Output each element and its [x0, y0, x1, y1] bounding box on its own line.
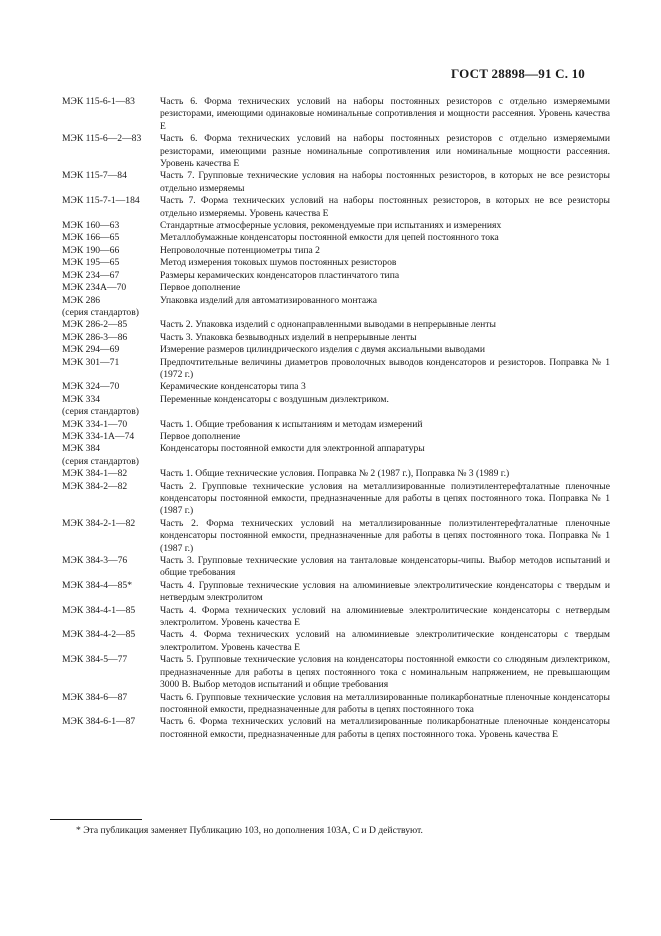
standard-code: МЭК 384-5—77: [62, 654, 128, 666]
standard-title: Непроволочные потенциометры типа 2: [160, 244, 320, 256]
standard-code: МЭК 384-6—87: [62, 691, 128, 703]
reference-row: [62, 232, 610, 244]
standard-title: Часть 4. Форма технических условий на алюминиевые электролитические конденсаторы с нетвердым электролитом. Уровень качества Е: [160, 604, 610, 629]
reference-row: [62, 344, 610, 356]
reference-row: [62, 282, 610, 294]
reference-row: [62, 332, 610, 344]
standard-code: МЭК 286-3—86: [62, 331, 128, 343]
standard-title: Часть 5. Групповые технические условия на конденсаторы постоянной емкости со слюдяным диэлектриком, предназначенные для работы в цепях постоянного тока с номинальным напряжением, не превышающим 3000 В. Выбор методов испытаний и общие требования: [160, 654, 610, 691]
standard-code: МЭК 195—65: [62, 257, 120, 269]
standard-code: МЭК 166—65: [62, 232, 120, 244]
standard-title: Метод измерения токовых шумов постоянных резисторов: [160, 257, 397, 269]
reference-row: [62, 481, 610, 518]
reference-row: [62, 555, 610, 580]
standard-code: МЭК 384-3—76: [62, 555, 128, 567]
reference-row: [62, 431, 610, 443]
standard-title: Часть 2. Упаковка изделий с однонаправленными выводами в непрерывные ленты: [160, 319, 496, 331]
standard-code: МЭК 384-4-2—85: [62, 629, 136, 641]
standard-title: Измерение размеров цилиндрического изделия с двумя аксиальными выводами: [160, 344, 486, 356]
standard-title: Часть 3. Упаковка безвыводных изделий в непрерывные ленты: [160, 331, 417, 343]
standard-title: Часть 4. Групповые технические условия на алюминиевые электролитические конденсаторы с твердым и нетвердым электролитом: [160, 579, 610, 604]
reference-row: [62, 245, 610, 257]
footnote: * Эта публикация заменяет Публикацию 103, но дополнения 103А, С и D действуют.: [76, 825, 423, 836]
standard-title: Керамические конденсаторы типа 3: [160, 381, 306, 393]
reference-row: [62, 629, 610, 654]
standard-title: Первое дополнение: [160, 430, 241, 442]
standard-title: Часть 3. Групповые технические условия на танталовые конденсаторы-чипы. Выбор методов испытаний и общие требования: [160, 555, 610, 579]
standard-code: МЭК 115-7-1—184: [62, 195, 140, 207]
standard-code: МЭК 334-1А—74: [62, 430, 135, 442]
page-header: ГОСТ 28898—91 С. 10: [451, 66, 585, 81]
standard-title: Часть 1. Общие технические условия. Поправка № 2 (1987 г.), Поправка № 3 (1989 г.): [160, 468, 510, 480]
standard-title: Упаковка изделий для автоматизированного монтажа: [160, 294, 378, 306]
standard-title: Металлобумажные конденсаторы постоянной емкости для цепей постоянного тока: [160, 232, 499, 244]
standard-code: МЭК 190—66: [62, 244, 120, 256]
standard-code: МЭК 160—63: [62, 220, 120, 232]
standard-title: Предпочтительные величины диаметров проволочных выводов конденсаторов и резисторов. Поправка № 1 (1972 г.): [160, 356, 610, 380]
reference-row: [62, 654, 610, 691]
standard-title: Часть 6. Форма технических условий на наборы постоянных резисторов с отдельно измеряемыми резисторами, имеющими разные номинальные сопротивления или номинальные мощности рассеяния. Уровень качества Е: [160, 133, 610, 170]
standard-title: Часть 6. Групповые технические условия на металлизированные поликарбонатные пленочные конденсаторы постоянной емкости, предназначенные для работы в цепях постоянного тока: [160, 691, 610, 715]
standard-title: Часть 2. Групповые технические условия на металлизированные полиэтилентерефталатные пленочные конденсаторы постоянной емкости, предназначенные для работы в цепях постоянного тока. Поправка № 1 (1987 г.): [160, 480, 610, 517]
reference-row: [62, 195, 610, 220]
standard-title: Первое дополнение: [160, 282, 241, 294]
standard-code: МЭК 324—70: [62, 381, 120, 393]
standard-title: Часть 7. Групповые технические условия на наборы постоянных резисторов, в которых не все резисторы отдельно измеряемы: [160, 170, 610, 194]
reference-row: [62, 692, 610, 717]
reference-row: [62, 419, 610, 431]
reference-row: [62, 394, 610, 419]
standard-code: МЭК 115-6-1—83: [62, 96, 135, 107]
standard-code: МЭК 286-2—85: [62, 319, 128, 331]
standard-code: МЭК 334 (серия стандартов): [62, 393, 139, 418]
standard-title: Часть 2. Форма технических условий на металлизированные полиэтилентерефталатные пленочные конденсаторы постоянной емкости, предназначенные для работы в цепях постоянного тока. Поправка № 1 (1987 г.): [160, 517, 610, 554]
standard-code: МЭК 384-4-1—85: [62, 604, 136, 616]
standard-code: МЭК 384-6-1—87: [62, 716, 136, 728]
standard-code: МЭК 286 (серия стандартов): [62, 294, 139, 318]
reference-row: [62, 96, 610, 133]
reference-row: [62, 220, 610, 232]
reference-row: [62, 319, 610, 331]
standard-title: Конденсаторы постоянной емкости для электронной аппаратуры: [160, 443, 425, 455]
standard-title: Часть 4. Форма технических условий на алюминиевые электролитические конденсаторы с твердым электролитом. Уровень качества Е: [160, 629, 610, 653]
reference-row: [62, 381, 610, 393]
reference-row: [62, 295, 610, 320]
standard-code: МЭК 384-2—82: [62, 480, 128, 492]
standard-title: Часть 1. Общие требования к испытаниям и методам измерений: [160, 418, 423, 430]
standard-code: МЭК 234—67: [62, 269, 120, 281]
standard-code: МЭК 384-2-1—82: [62, 517, 136, 529]
reference-row: [62, 357, 610, 382]
standard-code: МЭК 115-7—84: [62, 170, 127, 182]
reference-row: [62, 170, 610, 195]
reference-row: [62, 270, 610, 282]
reference-row: [62, 133, 610, 170]
reference-list: [62, 96, 610, 741]
standard-code: МЭК 115-6—2—83: [62, 133, 142, 145]
standard-code: МЭК 384 (серия стандартов): [62, 443, 139, 467]
reference-row: [62, 257, 610, 269]
reference-row: [62, 443, 610, 468]
standard-code: МЭК 384-1—82: [62, 468, 128, 480]
standard-code: МЭК 234А—70: [62, 282, 127, 294]
standard-code: МЭК 384-4—85*: [62, 579, 133, 591]
standard-title: Часть 7. Форма технических условий на наборы постоянных резисторов, в которых не все резисторы отдельно измеряемы. Уровень качества Е: [160, 195, 610, 219]
standard-code: МЭК 334-1—70: [62, 418, 128, 430]
reference-row: [62, 605, 610, 630]
standard-title: Часть 6. Форма технических условий на металлизированные поликарбонатные пленочные конденсаторы постоянной емкости, предназначенные для работы в цепях постоянного тока. Уровень качества Е: [160, 716, 610, 740]
standard-title: Переменные конденсаторы с воздушным диэлектриком.: [160, 393, 389, 405]
reference-row: [62, 468, 610, 480]
standard-code: МЭК 301—71: [62, 356, 120, 368]
footnote-divider: [50, 819, 142, 820]
standard-title: Стандартные атмосферные условия, рекомендуемые при испытаниях и измерениях: [160, 220, 502, 232]
standard-title: Часть 6. Форма технических условий на наборы постоянных резисторов с отдельно измеряемыми резисторами, имеющими одинаковые номинальные сопротивления и мощности рассеяния. Уровень качества Е: [160, 96, 610, 132]
standard-title: Размеры керамических конденсаторов пластинчатого типа: [160, 269, 400, 281]
reference-row: [62, 580, 610, 605]
standard-code: МЭК 294—69: [62, 344, 120, 356]
reference-row: [62, 716, 610, 741]
reference-row: [62, 518, 610, 555]
